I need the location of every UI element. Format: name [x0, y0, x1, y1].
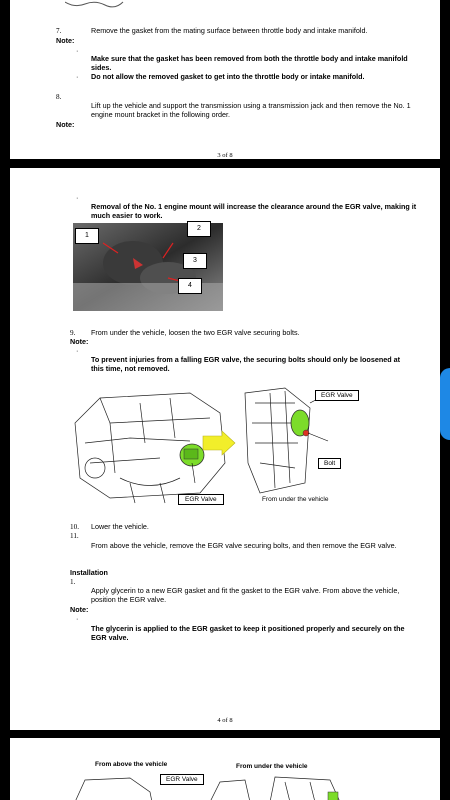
bullet-marker: ·	[76, 46, 79, 55]
note-bullet-1: Make sure that the gasket has been removed from both the throttle body and intake manifold sides.	[91, 54, 408, 72]
callout-2: 2	[187, 221, 211, 237]
under-vehicle-caption: From under the vehicle	[236, 763, 308, 770]
scroll-handle[interactable]	[440, 368, 450, 440]
callout-4: 4	[178, 278, 202, 294]
step-9-number: 9.	[70, 329, 76, 337]
step-8-number: 8.	[56, 93, 62, 101]
note-bullet-2: Do not allow the removed gasket to get into the throttle body or intake manifold.	[91, 72, 365, 81]
bullet-marker: ·	[76, 346, 79, 355]
installation-heading: Installation	[70, 568, 108, 577]
install-step-1-number: 1.	[70, 578, 76, 586]
egr-install-diagram	[70, 772, 350, 800]
note-glycerin: The glycerin is applied to the EGR gasket to keep it positioned properly and securely on the EGR valve.	[91, 624, 405, 642]
install-step-1-text: Apply glycerin to a new EGR gasket and fit the gasket to the EGR valve. From above the vehicle, position the EGR valve.	[91, 586, 400, 604]
note-label: Note:	[56, 36, 75, 45]
page-number: 3 of 8	[217, 152, 233, 159]
egr-valve-label-right: EGR Valve	[315, 390, 359, 401]
document-page-3	[10, 0, 440, 159]
step-9-text: From under the vehicle, loosen the two EGR valve securing bolts.	[91, 328, 300, 337]
step-10-text: Lower the vehicle.	[91, 522, 149, 531]
top-diagram-fragment	[65, 0, 125, 10]
above-vehicle-caption: From above the vehicle	[95, 761, 168, 768]
note-label: Note:	[56, 120, 75, 129]
step-7-number: 7.	[56, 27, 62, 35]
note-engine-mount: Removal of the No. 1 engine mount will increase the clearance around the EGR valve, making it much easier to work.	[91, 202, 417, 220]
note-label: Note:	[70, 337, 89, 346]
callout-3: 3	[183, 253, 207, 269]
document-page-5	[10, 738, 440, 800]
note-label: Note:	[70, 605, 89, 614]
callout-1: 1	[75, 228, 99, 244]
bullet-marker: ·	[76, 614, 79, 623]
step-7-text: Remove the gasket from the mating surface between throttle body and intake manifold.	[91, 26, 368, 35]
step-11-number: 11.	[70, 532, 79, 540]
egr-valve-label: EGR Valve	[160, 774, 204, 785]
document-page-4	[10, 168, 440, 730]
egr-valve-label-left: EGR Valve	[178, 494, 224, 505]
bullet-marker: ·	[76, 193, 79, 202]
note-bolts: To prevent injuries from a falling EGR valve, the securing bolts should only be loosened at this time, not removed.	[91, 355, 400, 373]
step-8-text: Lift up the vehicle and support the transmission using a transmission jack and then remove the No. 1 engine mount bracket in the following order.	[91, 101, 411, 119]
under-vehicle-caption: From under the vehicle	[262, 496, 329, 503]
page-number: 4 of 8	[217, 717, 233, 724]
bolt-label: Bolt	[318, 458, 341, 469]
step-10-number: 10.	[70, 523, 79, 531]
egr-valve-diagram	[70, 383, 370, 508]
bullet-marker: ·	[76, 72, 79, 81]
step-11-text: From above the vehicle, remove the EGR valve securing bolts, and then remove the EGR valve.	[91, 541, 397, 550]
